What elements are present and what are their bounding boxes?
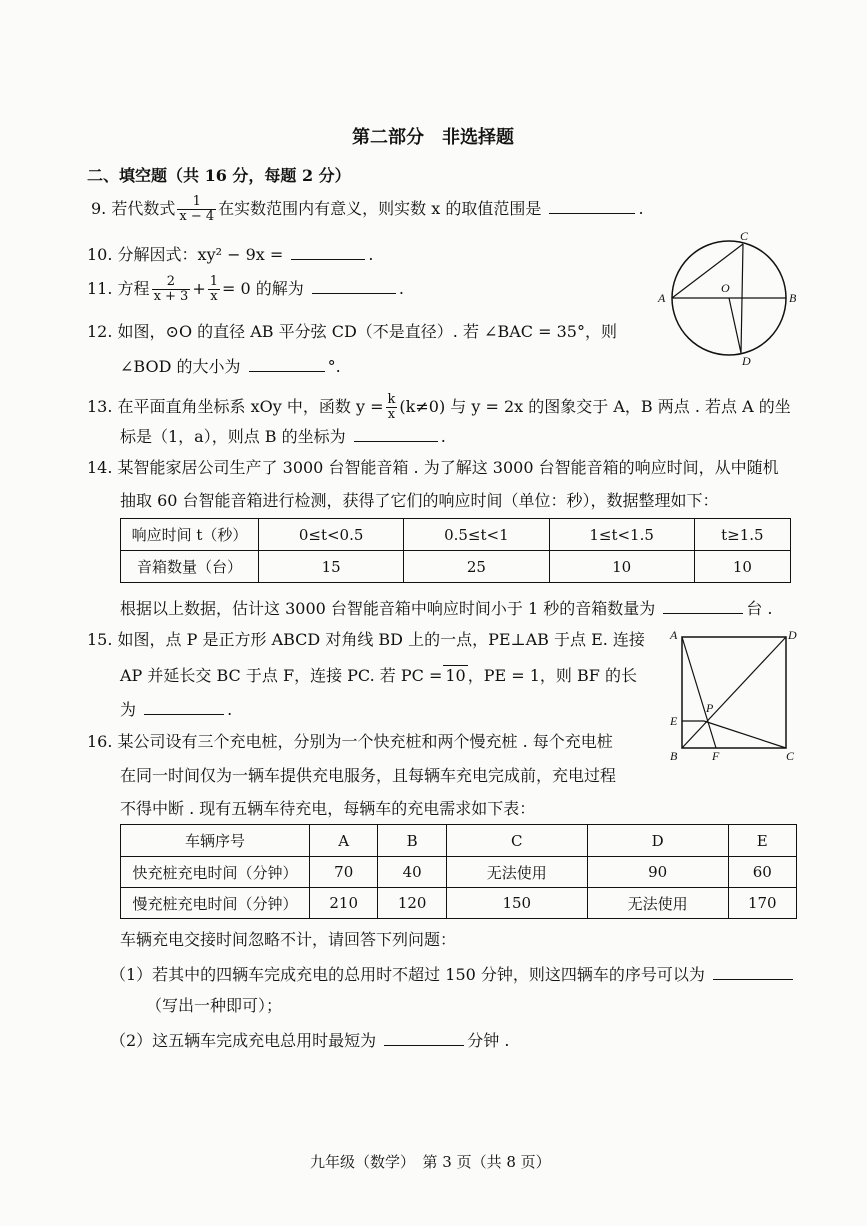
- answer-blank[interactable]: [663, 597, 743, 614]
- question-15-line3: 为 .: [120, 700, 233, 719]
- question-11: 11. 方程 $\frac{2}{x + 3}$ + $\frac{1}{x}$ = 0 的解为 .: [87, 274, 404, 304]
- label-a: A: [658, 291, 666, 305]
- section-title: 第二部分 非选择题: [352, 127, 514, 148]
- question-10: 10. 分解因式：xy² − 9x = .: [87, 245, 374, 264]
- label-c: C: [740, 229, 749, 243]
- label-e: E: [670, 714, 678, 728]
- question-13: 13. 在平面直角坐标系 xOy 中，函数 y = $\frac{k}{x}$ (k≠0) 与 y = 2x 的图象交于 A，B 两点 . 若点 A 的坐: [87, 392, 791, 422]
- question-16-sub2: （2）这五辆车完成充电总用时最短为 分钟 .: [110, 1031, 510, 1050]
- label-b: B: [670, 749, 678, 763]
- page-footer: 九年级（数学） 第 3 页（共 8 页）: [310, 1153, 551, 1171]
- label-o: O: [721, 281, 730, 295]
- charging-table: [120, 824, 797, 919]
- answer-blank[interactable]: [312, 277, 396, 294]
- label-p: P: [706, 701, 714, 715]
- table-row: 音箱数量（台） 15 25 10 10: [121, 551, 791, 583]
- answer-blank[interactable]: [384, 1029, 464, 1046]
- circle-figure: [655, 228, 803, 370]
- label-f: F: [712, 749, 720, 763]
- segment-af: [682, 637, 716, 748]
- question-16: 16. 某公司设有三个充电桩，分别为一个快充桩和两个慢充桩 . 每个充电桩: [87, 732, 613, 751]
- answer-blank[interactable]: [354, 425, 438, 442]
- question-9: 9. 若代数式 $\frac{1}{x - 4}$ 在实数范围内有意义，则实数 x 的取值范围是 .: [91, 194, 644, 224]
- question-16-line2: 在同一时间仅为一辆车提供充电服务，且每辆车充电完成前，充电过程: [120, 766, 617, 785]
- question-12: 12. 如图，⊙O 的直径 AB 平分弦 CD（不是直径）. 若 ∠BAC = 35°，则: [87, 322, 617, 341]
- question-14-after: 根据以上数据，估计这 3000 台智能音箱中响应时间小于 1 秒的音箱数量为 台 .: [120, 599, 773, 618]
- segment-ac: [672, 244, 743, 298]
- fraction: $\frac{1}{x}$: [209, 274, 219, 304]
- question-16-sub1-note: （写出一种即可）；: [146, 996, 283, 1015]
- question-16-note: 车辆充电交接时间忽略不计，请回答下列问题：: [120, 930, 457, 949]
- table-row: 快充桩充电时间（分钟） 70 40 无法使用 90 60: [121, 857, 797, 888]
- question-15-line2: AP 并延长交 BC 于点 F，连接 PC. 若 PC = 10 ，PE = 1，则 BF 的长: [120, 666, 637, 685]
- answer-blank[interactable]: [713, 963, 793, 980]
- question-12-line2: ∠BOD 的大小为 °.: [120, 357, 341, 376]
- fraction: $\frac{1}{x - 4}$: [179, 194, 215, 224]
- label-b: B: [789, 291, 797, 305]
- answer-blank[interactable]: [549, 197, 635, 214]
- question-16-sub1: （1）若其中的四辆车完成充电的总用时不超过 150 分钟，则这四辆车的序号可以为: [110, 963, 796, 985]
- table-row: 慢充桩充电时间（分钟） 210 120 150 无法使用 170: [121, 888, 797, 919]
- answer-blank[interactable]: [144, 698, 224, 715]
- part-header: 二、填空题（共 16 分，每题 2 分）: [87, 166, 351, 185]
- sqrt-value: 10: [445, 666, 466, 685]
- label-a: A: [670, 628, 678, 642]
- question-14-line2: 抽取 60 台智能音箱进行检测，获得了它们的响应时间（单位：秒），数据整理如下：: [120, 491, 719, 510]
- label-d: D: [742, 354, 751, 368]
- question-15: 15. 如图，点 P 是正方形 ABCD 对角线 BD 上的一点，PE⊥AB 于点 E. 连接: [87, 630, 645, 649]
- question-13-line2: 标是（1，a），则点 B 的坐标为 .: [120, 427, 446, 446]
- label-c: C: [786, 749, 795, 763]
- question-14: 14. 某智能家居公司生产了 3000 台智能音箱 . 为了解这 3000 台智能音箱的响应时间，从中随机: [87, 458, 779, 477]
- square-figure: [660, 626, 802, 766]
- response-time-table: [120, 518, 791, 583]
- table-row: 响应时间 t（秒） 0≤t<0.5 0.5≤t<1 1≤t<1.5 t≥1.5: [121, 519, 791, 551]
- segment-od: [729, 298, 741, 353]
- label-d: D: [788, 628, 797, 642]
- fraction: $\frac{k}{x}$: [387, 392, 396, 422]
- fraction: $\frac{2}{x + 3}$: [153, 274, 189, 304]
- question-16-line3: 不得中断 . 现有五辆车待充电，每辆车的充电需求如下表：: [120, 799, 536, 818]
- table-row: 车辆序号 A B C D E: [121, 825, 797, 857]
- answer-blank[interactable]: [291, 243, 365, 260]
- answer-blank[interactable]: [249, 355, 325, 372]
- segment-pc: [704, 721, 786, 748]
